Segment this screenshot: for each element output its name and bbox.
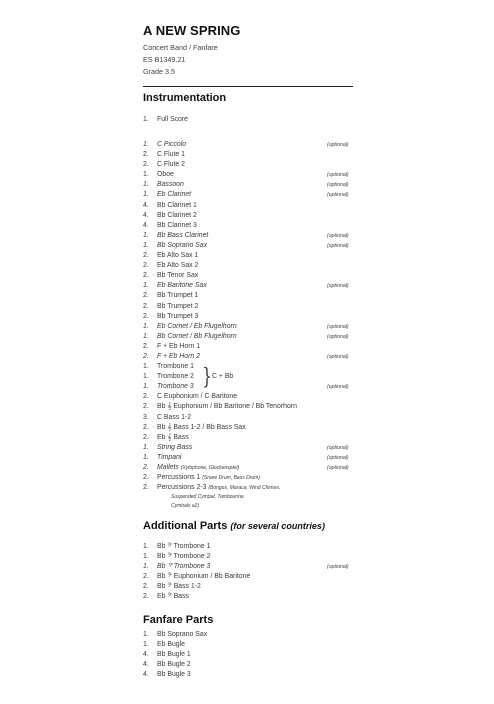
part-name — [157, 180, 184, 190]
part-count: 1. — [143, 116, 149, 123]
part-name — [157, 211, 197, 221]
part-count: 2. — [143, 252, 149, 260]
full-score-list — [143, 115, 363, 125]
part-name — [157, 572, 250, 582]
part-name-text: C Euphonium / C Baritone — [157, 393, 238, 401]
part-row — [143, 312, 363, 322]
additional-parts-heading — [143, 520, 325, 532]
part-count: 1. — [143, 641, 149, 649]
part-count: 1. — [143, 231, 149, 239]
part-count: 1. — [143, 181, 149, 189]
part-row — [143, 322, 363, 332]
part-row — [143, 140, 363, 150]
part-name-text: F + Eb Horn 2 — [157, 352, 200, 360]
part-count: 2. — [143, 292, 149, 300]
part-count: 1. — [143, 332, 149, 340]
part-row — [143, 473, 363, 483]
part-row — [143, 660, 363, 670]
instrumentation-list — [143, 140, 363, 511]
part-name — [157, 241, 207, 251]
part-count: 2. — [143, 464, 149, 471]
part-name — [157, 453, 181, 463]
part-count: 4. — [143, 651, 149, 659]
part-name — [157, 231, 208, 241]
part-name — [157, 433, 189, 443]
part-count: 2. — [143, 302, 149, 310]
part-name — [157, 552, 210, 562]
part-name — [157, 443, 192, 453]
part-name — [157, 402, 297, 412]
part-detail: (Snare Drum, Bass Drum) — [202, 475, 260, 482]
part-count: 1. — [143, 373, 149, 381]
part-row — [143, 670, 363, 680]
part-name-text: Bb Soprano Sax — [157, 241, 208, 249]
part-row — [143, 231, 363, 241]
part-count: 1. — [143, 282, 149, 290]
optional-tag: (optional) — [327, 564, 349, 571]
trombone-brace-label: C + Bb — [212, 373, 234, 380]
part-name-text: Eb 𝄢 Bass — [157, 593, 190, 601]
part-name-text: Eb Bugle — [157, 641, 185, 649]
part-row — [143, 552, 363, 562]
header-divider — [143, 86, 353, 87]
part-count: 2. — [143, 272, 149, 280]
part-count: 2. — [143, 423, 149, 431]
part-count: 1. — [143, 563, 149, 571]
part-count: 2. — [143, 583, 149, 591]
part-row — [143, 392, 363, 402]
part-name — [157, 670, 191, 680]
part-row — [143, 115, 363, 125]
part-name-text: Eb 𝄞 Bass — [157, 433, 189, 441]
part-count: 1. — [143, 543, 149, 550]
part-name-text: Bb Clarinet 3 — [157, 221, 197, 229]
part-name — [157, 362, 194, 372]
part-name-text: Eb Baritone Sax — [157, 282, 207, 290]
part-name-text: Percussions 1 — [157, 474, 201, 482]
part-count: 4. — [143, 211, 149, 219]
part-name — [157, 592, 189, 602]
part-name — [157, 660, 191, 670]
part-count: 1. — [143, 141, 149, 148]
part-count: 2. — [143, 151, 149, 159]
part-row — [143, 180, 363, 190]
part-count: 4. — [143, 201, 149, 209]
part-count: 2. — [143, 161, 149, 169]
part-count: 1. — [143, 191, 149, 199]
optional-tag: (optional) — [327, 465, 349, 471]
part-row — [143, 463, 363, 473]
percussion-note-text: Cymbals a2) — [171, 503, 200, 510]
part-count: 1. — [143, 453, 149, 461]
part-count: 1. — [143, 171, 149, 179]
part-row — [143, 630, 363, 640]
fanfare-parts-list — [143, 630, 363, 680]
part-name-text: Oboe — [157, 171, 174, 179]
part-name-text: Bb Bugle 3 — [157, 671, 191, 679]
part-row — [143, 542, 363, 552]
part-count: 1. — [143, 383, 149, 391]
part-row — [143, 443, 363, 453]
part-name — [157, 160, 185, 170]
part-row — [143, 592, 363, 602]
part-name-text: Bb Cornet / Bb Flugelhorn — [157, 332, 237, 340]
part-row — [143, 211, 363, 221]
optional-tag: (optional) — [327, 444, 349, 451]
part-name — [157, 473, 260, 483]
part-name — [157, 302, 198, 312]
part-name-text: C Flute 2 — [157, 161, 185, 169]
part-count: 2. — [143, 433, 149, 441]
part-detail: (Xylophone, Glockenspiel) — [180, 465, 240, 471]
part-name — [157, 483, 280, 493]
part-name-text: Bb Clarinet 2 — [157, 211, 197, 219]
optional-tag: (optional) — [327, 142, 349, 148]
instrumentation-heading: Instrumentation — [143, 92, 227, 104]
part-name — [157, 562, 210, 572]
part-name — [157, 201, 197, 211]
part-name — [157, 372, 194, 382]
part-name-text: Bb Soprano Sax — [157, 631, 208, 638]
part-row — [143, 281, 363, 291]
part-row — [143, 650, 363, 660]
optional-tag: (optional) — [327, 242, 349, 249]
part-name-text: C Flute 1 — [157, 151, 185, 159]
part-name — [157, 281, 207, 291]
part-name-text: Bassoon — [157, 181, 184, 189]
part-count: 1. — [143, 322, 149, 330]
part-count: 1. — [143, 631, 149, 638]
part-name-text: Bb Trumpet 3 — [157, 312, 199, 320]
part-name — [157, 140, 186, 150]
part-name-text: Bb Trumpet 2 — [157, 302, 199, 310]
part-name-text: Eb Alto Sax 1 — [157, 252, 199, 260]
part-row — [143, 261, 363, 271]
part-row — [143, 402, 363, 412]
part-count: 2. — [143, 403, 149, 411]
part-name-text: Trombone 3 — [157, 383, 194, 391]
part-row — [143, 291, 363, 301]
part-count: 1. — [143, 241, 149, 249]
part-row — [143, 582, 363, 592]
part-row — [143, 362, 363, 372]
optional-tag: (optional) — [327, 172, 349, 179]
part-detail: (Bongos, Maraca, Wind Chimes, — [208, 485, 281, 492]
part-name-text: Bb Bugle 1 — [157, 651, 191, 659]
part-name-text: Bb 𝄢 Euphonium / Bb Baritone — [157, 573, 251, 581]
optional-tag: (optional) — [327, 454, 349, 461]
part-name — [157, 382, 194, 392]
part-name-text: Bb 𝄢 Trombone 2 — [157, 553, 211, 561]
part-name-text: Bb Bugle 2 — [157, 661, 191, 669]
part-count: 2. — [143, 474, 149, 482]
part-row — [143, 170, 363, 180]
part-name-text: Bb 𝄢 Bass 1-2 — [157, 583, 201, 591]
optional-tag: (optional) — [327, 192, 349, 199]
part-name-text: Mallets — [157, 464, 179, 471]
part-row — [143, 572, 363, 582]
optional-tag: (optional) — [327, 353, 349, 360]
part-row — [143, 241, 363, 251]
part-name — [157, 190, 191, 200]
part-row — [143, 221, 363, 231]
percussion-note — [143, 493, 363, 502]
part-row — [143, 372, 363, 382]
optional-tag: (optional) — [327, 323, 349, 330]
part-name-text: Full Score — [157, 116, 189, 123]
part-row — [143, 251, 363, 261]
part-row — [143, 271, 363, 281]
part-count: 2. — [143, 352, 149, 360]
part-name-text: Eb Clarinet — [157, 191, 192, 199]
part-name — [157, 322, 237, 332]
part-row — [143, 342, 363, 352]
part-name-text: Trombone 2 — [157, 373, 194, 381]
part-count: 2. — [143, 342, 149, 350]
part-row — [143, 190, 363, 200]
part-row — [143, 150, 363, 160]
ensemble-line: Concert Band / Fanfare — [143, 43, 218, 52]
part-name-text: C Bass 1-2 — [157, 413, 192, 421]
optional-tag: (optional) — [327, 283, 349, 290]
part-count: 3. — [143, 413, 149, 421]
part-name — [157, 221, 197, 231]
part-name — [157, 170, 174, 180]
part-name — [157, 640, 185, 650]
part-name — [157, 413, 191, 423]
grade-line: Grade 3.5 — [143, 67, 175, 76]
part-name — [157, 332, 237, 342]
additional-heading-text: Additional Parts — [143, 520, 228, 532]
part-row — [143, 423, 363, 433]
part-row — [143, 201, 363, 211]
part-name — [157, 630, 207, 640]
part-name — [157, 312, 198, 322]
trombone-brace: } — [202, 365, 212, 390]
part-count: 1. — [143, 363, 149, 371]
part-row — [143, 332, 363, 342]
part-name — [157, 291, 198, 301]
part-name — [157, 582, 201, 592]
piece-title: A NEW SPRING — [143, 23, 241, 38]
part-name — [157, 251, 198, 261]
part-name-text: Bb Bass Clarinet — [157, 231, 209, 239]
part-name-text: Bb 𝄞 Euphonium / Bb Baritone / Bb Tenorhorn — [157, 403, 297, 411]
part-name — [157, 271, 198, 281]
part-name — [157, 463, 239, 473]
part-count: 2. — [143, 484, 149, 492]
optional-tag: (optional) — [327, 232, 349, 239]
part-count: 2. — [143, 573, 149, 581]
optional-tag: (optional) — [327, 333, 349, 340]
part-name — [157, 352, 200, 362]
part-count: 2. — [143, 312, 149, 320]
percussion-note — [143, 502, 363, 511]
part-name — [157, 115, 188, 125]
fanfare-parts-heading: Fanfare Parts — [143, 614, 214, 626]
part-name-text: Bb Clarinet 1 — [157, 201, 197, 209]
part-name-text: Bb Tenor Sax — [157, 272, 199, 280]
additional-subheading: (for several countries) — [230, 521, 325, 531]
part-row — [143, 352, 363, 362]
part-row — [143, 433, 363, 443]
part-row — [143, 453, 363, 463]
part-name — [157, 392, 237, 402]
part-count: 4. — [143, 221, 149, 229]
part-count: 4. — [143, 671, 149, 679]
part-name — [157, 423, 246, 433]
part-count: 1. — [143, 443, 149, 451]
part-name-text: Bb 𝄢 Trombone 3 — [157, 563, 211, 571]
part-name-text: String Bass — [157, 443, 193, 451]
part-name — [157, 261, 198, 271]
part-row — [143, 413, 363, 423]
part-count: 4. — [143, 661, 149, 669]
part-name-text: Eb Cornet / Eb Flugelhorn — [157, 322, 237, 330]
part-row — [143, 640, 363, 650]
part-name-text: Trombone 1 — [157, 363, 194, 371]
part-row — [143, 562, 363, 572]
part-count: 2. — [143, 393, 149, 401]
part-count: 2. — [143, 262, 149, 270]
part-name — [157, 150, 185, 160]
part-name-text: Bb 𝄞 Bass 1-2 / Bb Bass Sax — [157, 423, 246, 431]
part-row — [143, 483, 363, 493]
part-name — [157, 542, 210, 552]
part-name-text: F + Eb Horn 1 — [157, 342, 201, 350]
part-name-text: Percussions 2-3 — [157, 484, 207, 492]
percussion-note-text: Suspended Cymbal, Tambourine, — [171, 494, 246, 501]
part-name — [157, 342, 200, 352]
optional-tag: (optional) — [327, 384, 349, 391]
part-name-text: Eb Alto Sax 2 — [157, 262, 199, 270]
catalog-number: ES B1349.21 — [143, 55, 186, 64]
additional-parts-list — [143, 542, 363, 603]
part-count: 1. — [143, 553, 149, 561]
part-name-text: C Piccolo — [157, 141, 187, 148]
part-row — [143, 302, 363, 312]
part-row — [143, 382, 363, 392]
part-name-text: Timpani — [157, 453, 182, 461]
part-count: 2. — [143, 593, 149, 601]
optional-tag: (optional) — [327, 182, 349, 189]
part-name — [157, 650, 191, 660]
part-row — [143, 160, 363, 170]
part-name-text: Bb Trumpet 1 — [157, 292, 199, 300]
part-name-text: Bb 𝄢 Trombone 1 — [157, 543, 211, 550]
